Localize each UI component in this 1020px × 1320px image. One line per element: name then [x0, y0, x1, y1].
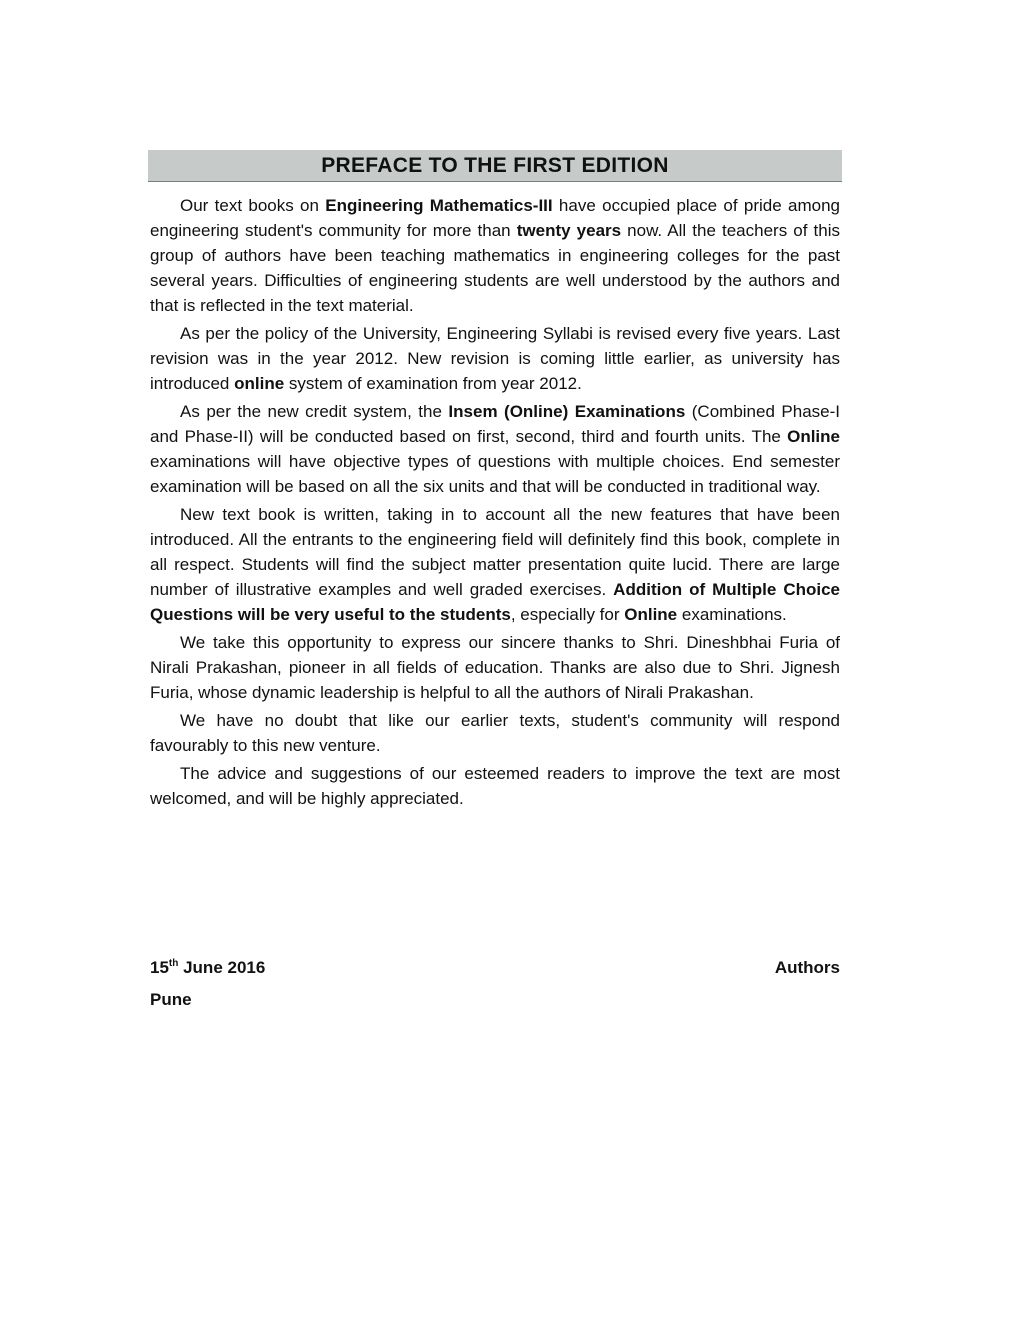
- text-run: We take this opportunity to express our sincere thanks to Shri. Dineshbhai Furia of Nirali Prakashan, pioneer in all fields of education. Thanks are also due to Shri. Jignesh Furia, whose dynamic leadership is helpful to all the authors of Nirali Prakashan.: [150, 633, 840, 702]
- signature-row: [150, 958, 840, 978]
- bold-text: Insem (Online) Examinations: [448, 402, 686, 421]
- place-label: Pune: [150, 990, 192, 1009]
- text-run: The advice and suggestions of our esteemed readers to improve the text are most welcomed, and will be highly appreciated.: [150, 764, 840, 808]
- page-title: PREFACE TO THE FIRST EDITION: [321, 153, 669, 177]
- bold-text: Engineering Mathematics-III: [325, 196, 553, 215]
- text-run: now. All the teachers of this group of authors have been teaching mathematics in engineering colleges for the past several years. Difficulties of engineering students are well understood by the authors and that is reflected in the text material.: [150, 221, 841, 315]
- bold-text: Addition of Multiple Choice Questions will be very useful to the students: [150, 580, 840, 624]
- bold-text: Online: [787, 427, 840, 446]
- preface-paragraph: [150, 761, 840, 811]
- text-run: examinations will have objective types of questions with multiple choices. End semester examination will be based on all the six units and that will be conducted in traditional way.: [150, 452, 840, 496]
- text-run: Our text books on: [180, 196, 326, 215]
- preface-paragraph: [150, 630, 840, 705]
- text-run: have occupied place of pride among engineering student's community for more than: [150, 196, 841, 240]
- date: 15th June 2016: [150, 958, 266, 977]
- text-run: New text book is written, taking in to account all the new features that have been introduced. All the entrants to the engineering field will definitely find this book, complete in all respect. Students will find the subject matter presentation quite lucid. There are large number of illustrative examples and well graded exercises.: [150, 505, 840, 599]
- text-run: examinations.: [677, 605, 787, 624]
- preface-paragraph: [150, 502, 840, 627]
- preface-body: [150, 193, 840, 814]
- text-run: We have no doubt that like our earlier texts, student's community will respond favourably to this new venture.: [150, 711, 840, 755]
- preface-paragraph: [150, 399, 840, 499]
- bold-text: online: [234, 374, 285, 393]
- bold-text: twenty years: [516, 221, 622, 240]
- title-banner: [148, 150, 842, 182]
- authors-label: Authors: [774, 958, 840, 977]
- text-run: (Combined Phase-I and Phase-II) will be conducted based on first, second, third and fourth units. The: [150, 402, 840, 446]
- text-run: system of examination from year 2012.: [284, 374, 582, 393]
- text-run: As per the new credit system, the: [180, 402, 449, 421]
- bold-text: Online: [624, 605, 678, 624]
- preface-paragraph: [150, 321, 840, 396]
- text-run: , especially for: [510, 605, 625, 624]
- text-run: As per the policy of the University, Engineering Syllabi is revised every five years. Last revision was in the year 2012. New revision is coming little earlier, as university has introduced: [150, 324, 840, 393]
- preface-paragraph: [150, 193, 840, 318]
- preface-paragraph: [150, 708, 840, 758]
